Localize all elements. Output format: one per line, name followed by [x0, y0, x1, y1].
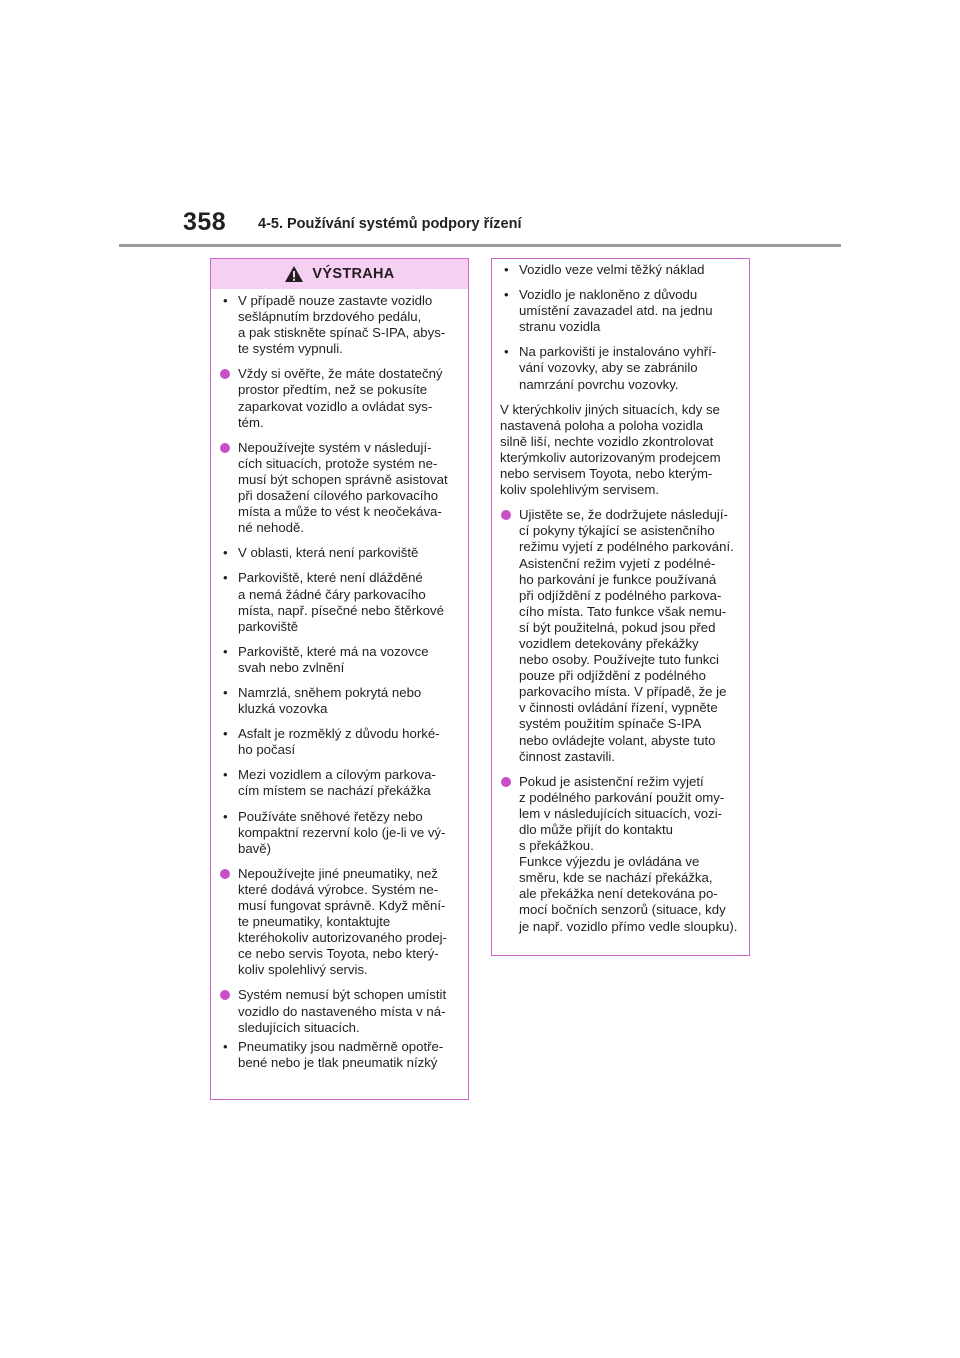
text-line: te systém vypnuli.	[238, 341, 343, 357]
text-line: Vozidlo je nakloněno z důvodu	[519, 287, 698, 303]
bullet-item	[219, 1039, 458, 1071]
bullet-item	[500, 262, 739, 278]
header-divider	[119, 244, 841, 247]
text-line: Pneumatiky jsou nadměrně opotře-	[238, 1038, 444, 1054]
text-line: vání vozovky, aby se zabránilo	[519, 360, 698, 376]
text-line: né nehodě.	[238, 520, 305, 536]
text-line: Systém nemusí být schopen umístit	[238, 987, 447, 1003]
text-line: systém použitím spínače S-IPA	[519, 716, 702, 732]
text-line: mocí bočních senzorů (situace, kdy	[519, 902, 726, 918]
text-line: Nepoužívejte jiné pneumatiky, než	[238, 865, 438, 881]
text-line: z podélného parkování použit omy-	[519, 789, 725, 805]
text-line: prostor předtím, než se pokusíte	[238, 382, 428, 398]
text-line: parkovacího místa. V případě, že je	[519, 684, 727, 700]
text-line: kompaktní rezervní kolo (je-li ve vý-	[238, 824, 446, 840]
warning-point	[219, 366, 458, 430]
text-line: kluzká vozovka	[238, 701, 328, 717]
warning-triangle-icon	[284, 265, 304, 283]
text-line: ce nebo servis Toyota, nebo který-	[238, 946, 439, 962]
warning-header	[211, 259, 468, 289]
text-line: V kterýchkoliv jiných situacích, kdy se	[500, 401, 720, 417]
text-line: při odjíždění z podélného parkova-	[519, 587, 722, 603]
text-line: Pokud je asistenční režim vyjetí	[519, 773, 704, 789]
text-line: svah nebo zvlnění	[238, 659, 345, 675]
text-line: místa a může to vést k neočekáva-	[238, 504, 442, 520]
text-line: nastavená poloha a poloha vozidla	[500, 417, 704, 433]
warning-point	[219, 987, 458, 1035]
text-line: je např. vozidlo přímo vedle sloupku).	[519, 918, 738, 934]
text-line: stranu vozidla	[519, 319, 601, 335]
bullet-item	[219, 293, 458, 357]
page-number: 358	[183, 208, 227, 236]
text-line: nebo osoby. Používejte tuto funkci	[519, 652, 719, 668]
text-line: nebo ovládejte volant, abyste tuto	[519, 732, 716, 748]
text-line: cích situacích, protože systém ne-	[238, 455, 438, 471]
text-line: musí být schopen správně asistovat	[238, 471, 448, 487]
text-line: Na parkovišti je instalováno vyhří-	[519, 344, 717, 360]
text-line: vozidlo do nastaveného místa v ná-	[238, 1003, 446, 1019]
text-line: cího místa. Tato funkce však nemu-	[519, 603, 727, 619]
text-line: Asfalt je rozměklý z důvodu horké-	[238, 726, 440, 742]
text-line: vozidlem detekovány překážky	[519, 635, 699, 651]
text-line: Mezi vozidlem a cílovým parkova-	[238, 767, 436, 783]
text-line: pouze při odjíždění z podélného	[519, 668, 706, 684]
text-line: Funkce výjezdu je ovládána ve	[519, 854, 700, 870]
bullet-item	[219, 809, 458, 857]
text-line: Vozidlo veze velmi těžký náklad	[519, 262, 705, 277]
text-line: Nepoužívejte systém v následují-	[238, 439, 432, 455]
bullet-item	[219, 545, 458, 561]
text-line: a nemá žádné čáry parkovacího	[238, 586, 426, 602]
text-line: směru, kde se nachází překážka,	[519, 870, 713, 886]
text-line: s překážkou.	[519, 838, 594, 854]
warning-content-left	[211, 289, 468, 1071]
text-line: v činnosti ovládání řízení, vypněte	[519, 700, 718, 716]
text-line: te pneumatiky, kontaktujte	[238, 914, 391, 930]
warning-point	[500, 507, 739, 765]
text-line: musí fungovat správně. Když mění-	[238, 898, 446, 913]
bullet-item	[219, 767, 458, 799]
text-line: ale překážka není detekována po-	[519, 886, 718, 902]
text-line: sí být použitelná, pokud jsou před	[519, 619, 716, 635]
text-line: kterýmkoliv autorizovaným prodejcem	[500, 449, 721, 465]
text-line: koliv spolehlivým servisem.	[500, 482, 660, 498]
text-line: činnost zastavili.	[519, 748, 616, 764]
text-line: parkoviště	[238, 618, 299, 634]
text-line: sledujících situacích.	[238, 1019, 360, 1035]
section-title: 4-5. Používání systémů podpory řízení	[258, 216, 522, 232]
warning-title: VÝSTRAHA	[312, 266, 395, 282]
bullet-item	[500, 287, 739, 335]
text-line: cí pokyny týkající se asistenčního	[519, 523, 715, 539]
text-line: sešlápnutím brzdového pedálu,	[238, 309, 422, 325]
text-line: cím místem se nachází překážka	[238, 783, 431, 799]
text-line: režimu vyjetí z podélného parkování.	[519, 539, 734, 555]
warning-point	[219, 440, 458, 537]
text-line: které dodává výrobce. Systém ne-	[238, 881, 439, 897]
text-line: namrzání povrchu vozovky.	[519, 376, 679, 392]
warning-content-right	[492, 259, 749, 935]
text-line: Ujistěte se, že dodržujete následují-	[519, 507, 728, 523]
text-line: nebo servisem Toyota, nebo kterým-	[500, 466, 713, 482]
warning-box-left	[210, 258, 469, 1100]
bullet-item	[500, 344, 739, 392]
text-line: tém.	[238, 414, 264, 430]
text-line: V oblasti, která není parkoviště	[238, 545, 419, 561]
text-line: ho parkování je funkce používaná	[519, 571, 717, 587]
text-line: Namrzlá, sněhem pokrytá nebo	[238, 684, 422, 700]
warning-point	[500, 774, 739, 935]
text-line: Parkoviště, které není dlážděné	[238, 570, 423, 586]
warning-point	[219, 866, 458, 979]
bullet-item	[219, 685, 458, 717]
text-line: Asistenční režim vyjetí z podélné-	[519, 555, 716, 571]
text-line: kteréhokoliv autorizovaného prodej-	[238, 930, 447, 946]
text-line: lem v následujících situacích, vozi-	[519, 805, 723, 821]
text-line: Používáte sněhové řetězy nebo	[238, 808, 423, 824]
text-line: Parkoviště, které má na vozovce	[238, 643, 429, 659]
text-line: zaparkovat vozidlo a ovládat sys-	[238, 398, 433, 414]
text-line: umístění zavazadel atd. na jednu	[519, 303, 713, 319]
text-line: silně liší, nechte vozidlo zkontrolovat	[500, 433, 714, 449]
text-line: Vždy si ověřte, že máte dostatečný	[238, 366, 443, 382]
text-line: ho počasí	[238, 742, 296, 758]
warning-box-right	[491, 258, 750, 956]
text-line: místa, např. písečné nebo štěrkové	[238, 602, 444, 618]
text-line: bavě)	[238, 840, 271, 856]
text-line: V případě nouze zastavte vozidlo	[238, 293, 433, 308]
bullet-item	[219, 644, 458, 676]
text-line: dlo může přijít do kontaktu	[519, 822, 673, 837]
paragraph	[500, 402, 739, 499]
bullet-item	[219, 726, 458, 758]
text-line: koliv spolehlivý servis.	[238, 962, 368, 978]
text-line: a pak stiskněte spínač S-IPA, abys-	[238, 325, 446, 341]
text-line: při dosažení cílového parkovacího	[238, 488, 439, 504]
text-line: bené nebo je tlak pneumatik nízký	[238, 1054, 438, 1070]
bullet-item	[219, 570, 458, 634]
